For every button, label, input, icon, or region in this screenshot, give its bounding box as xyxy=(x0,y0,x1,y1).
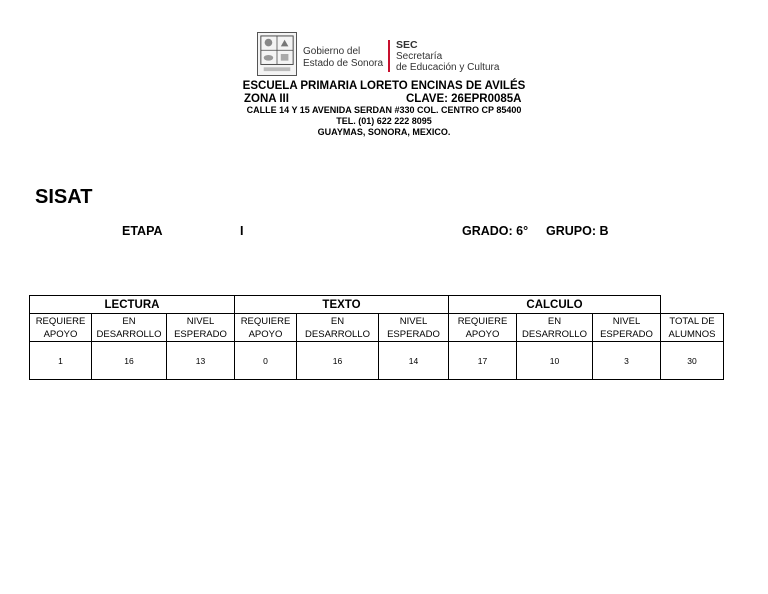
etapa-value: I xyxy=(240,224,244,238)
value-cell: 16 xyxy=(297,342,379,380)
school-name: ESCUELA PRIMARIA LORETO ENCINAS DE AVILÉS xyxy=(242,80,526,92)
sec-logo-text xyxy=(396,40,499,73)
value-cell: 1 xyxy=(30,342,92,380)
logo-divider xyxy=(388,40,390,72)
subheader-cell: NIVEL ESPERADO xyxy=(167,314,235,342)
page-title: SISAT xyxy=(35,186,93,208)
subheader-cell: EN DESARROLLO xyxy=(517,314,593,342)
sec-abbr: SEC xyxy=(396,39,418,51)
subheader-row xyxy=(30,314,724,342)
value-cell: 30 xyxy=(661,342,724,380)
sec-line2: de Educación y Cultura xyxy=(396,62,500,73)
value-cell: 16 xyxy=(92,342,167,380)
clave: CLAVE: 26EPR0085A xyxy=(406,93,522,105)
zona: ZONA III xyxy=(244,93,289,105)
subheader-cell: EN DESARROLLO xyxy=(92,314,167,342)
grupo: GRUPO: B xyxy=(546,224,609,238)
value-cell: 10 xyxy=(517,342,593,380)
empty-corner-cell xyxy=(661,296,724,314)
value-cell: 3 xyxy=(593,342,661,380)
phone: TEL. (01) 622 222 8095 xyxy=(336,116,432,126)
header-logos xyxy=(257,32,507,78)
value-cell: 13 xyxy=(167,342,235,380)
subheader-cell: REQUIERE APOYO xyxy=(235,314,297,342)
subheader-cell: REQUIERE APOYO xyxy=(449,314,517,342)
grado: GRADO: 6° xyxy=(462,224,529,238)
group-lectura: LECTURA xyxy=(30,296,235,314)
address: CALLE 14 Y 15 AVENIDA SERDAN #330 COL. CENTRO CP 85400 xyxy=(246,105,522,115)
group-texto: TEXTO xyxy=(235,296,449,314)
gobierno-logo-text xyxy=(303,46,383,70)
values-row xyxy=(30,342,724,380)
value-cell: 0 xyxy=(235,342,297,380)
results-table xyxy=(29,295,724,380)
subheader-cell: TOTAL DE ALUMNOS xyxy=(661,314,724,342)
group-header-row xyxy=(30,296,724,314)
gov-line1: Gobierno del xyxy=(303,46,361,57)
subheader-cell: NIVEL ESPERADO xyxy=(593,314,661,342)
value-cell: 14 xyxy=(379,342,449,380)
subheader-cell: EN DESARROLLO xyxy=(297,314,379,342)
value-cell: 17 xyxy=(449,342,517,380)
sec-line1: Secretaría xyxy=(396,51,443,62)
school-header xyxy=(200,80,568,138)
subheader-cell: NIVEL ESPERADO xyxy=(379,314,449,342)
sonora-seal-icon xyxy=(257,32,297,76)
subheader-cell: REQUIERE APOYO xyxy=(30,314,92,342)
etapa-label: ETAPA xyxy=(122,224,163,238)
city: GUAYMAS, SONORA, MEXICO. xyxy=(317,127,451,137)
group-calculo: CALCULO xyxy=(449,296,661,314)
gov-line2: Estado de Sonora xyxy=(303,58,384,69)
zona-clave-line xyxy=(200,93,568,105)
